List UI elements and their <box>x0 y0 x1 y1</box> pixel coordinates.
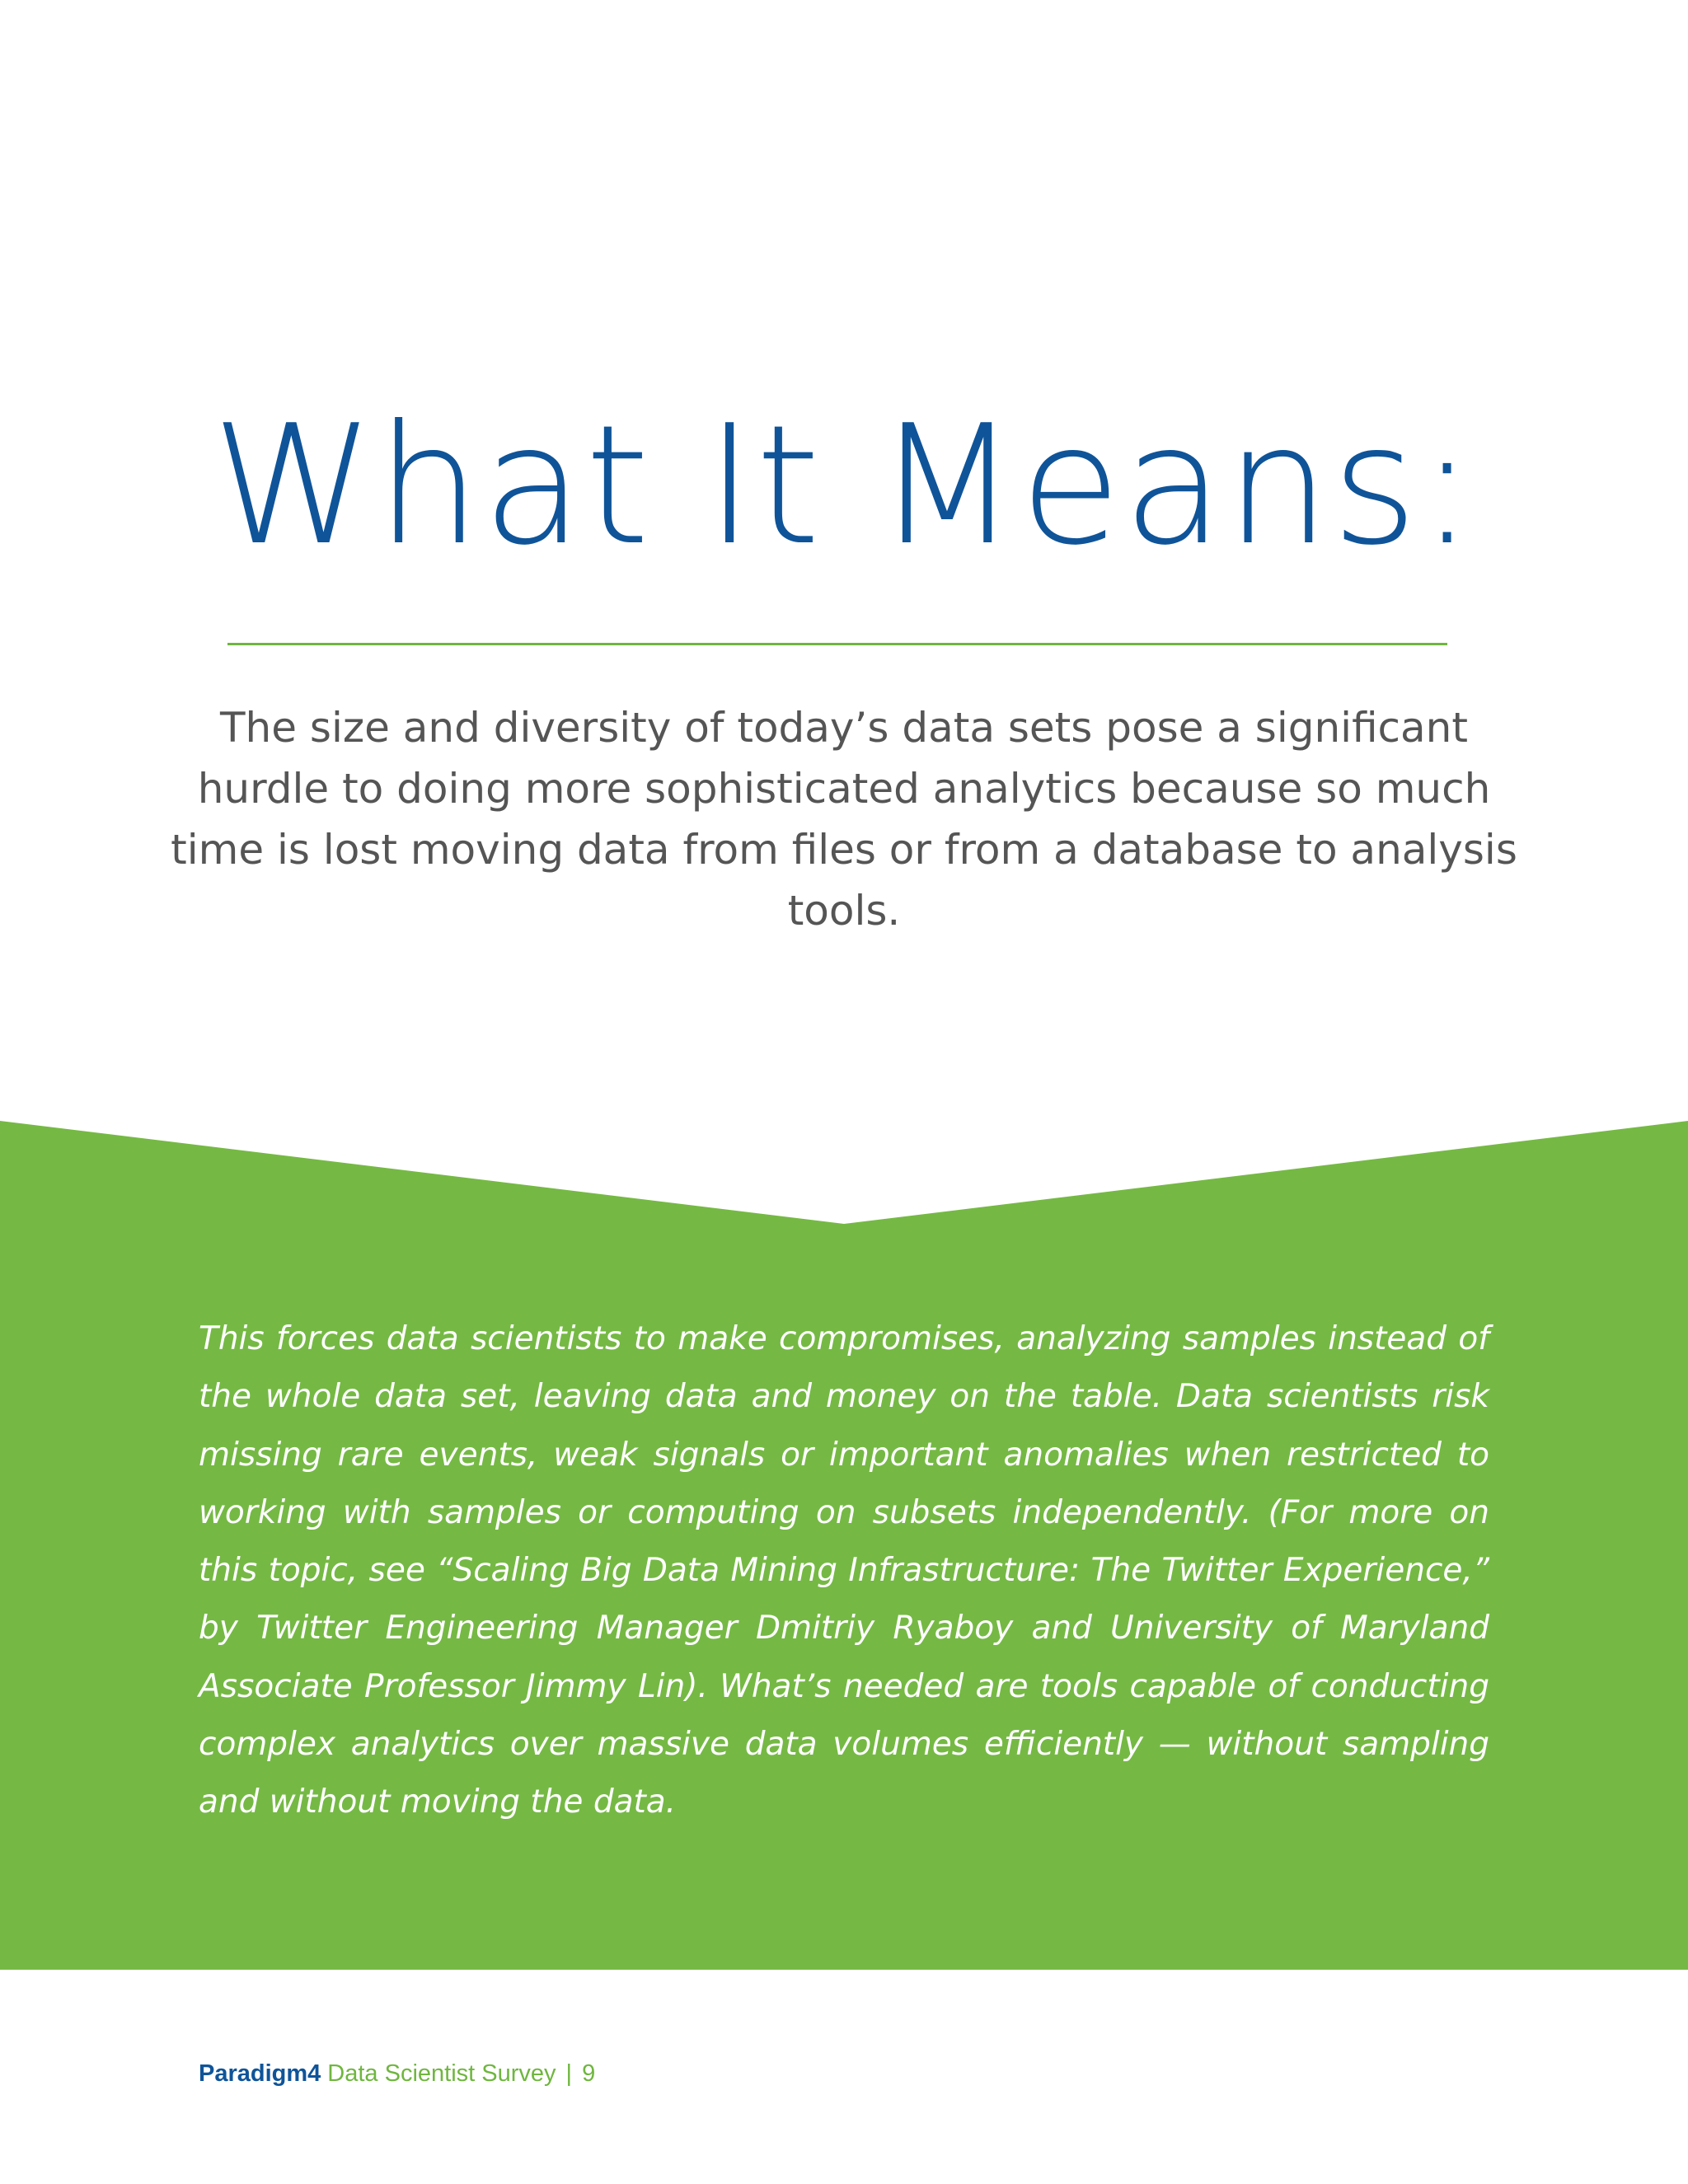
page-footer <box>199 2057 595 2090</box>
page-title: What It Means: <box>211 390 1477 582</box>
body-paragraph: This forces data scientists to make compromises, analyzing samples instead of the whole data set, leaving data and money on the table. Data scientists risk missing rare events, weak signals or important anomalies when restricted to working with samples or computing on subsets independently. (For more on this topic, see “Scaling Big Data Mining Infrastructure: The Twitter Experience,” by Twitter Engineering Manager Dmitriy Ryaboy and University of Maryland Associate Professor Jimmy Lin). What’s needed are tools capable of conducting complex analytics over massive data volumes efficiently — without sampling and without moving the data. <box>199 1320 1489 1821</box>
footer-brand: Paradigm4 <box>199 2060 321 2087</box>
footer-separator: | <box>565 2060 573 2087</box>
intro-paragraph: The size and diversity of today’s data sets pose a significant hurdle to doing more sophisticated analytics because so much time is lost moving data from files or from a database to analysis tools. <box>171 704 1517 935</box>
footer-publication: Data Scientist Survey <box>327 2060 556 2087</box>
divider-rule <box>227 643 1447 645</box>
page-number: 9 <box>582 2060 596 2087</box>
